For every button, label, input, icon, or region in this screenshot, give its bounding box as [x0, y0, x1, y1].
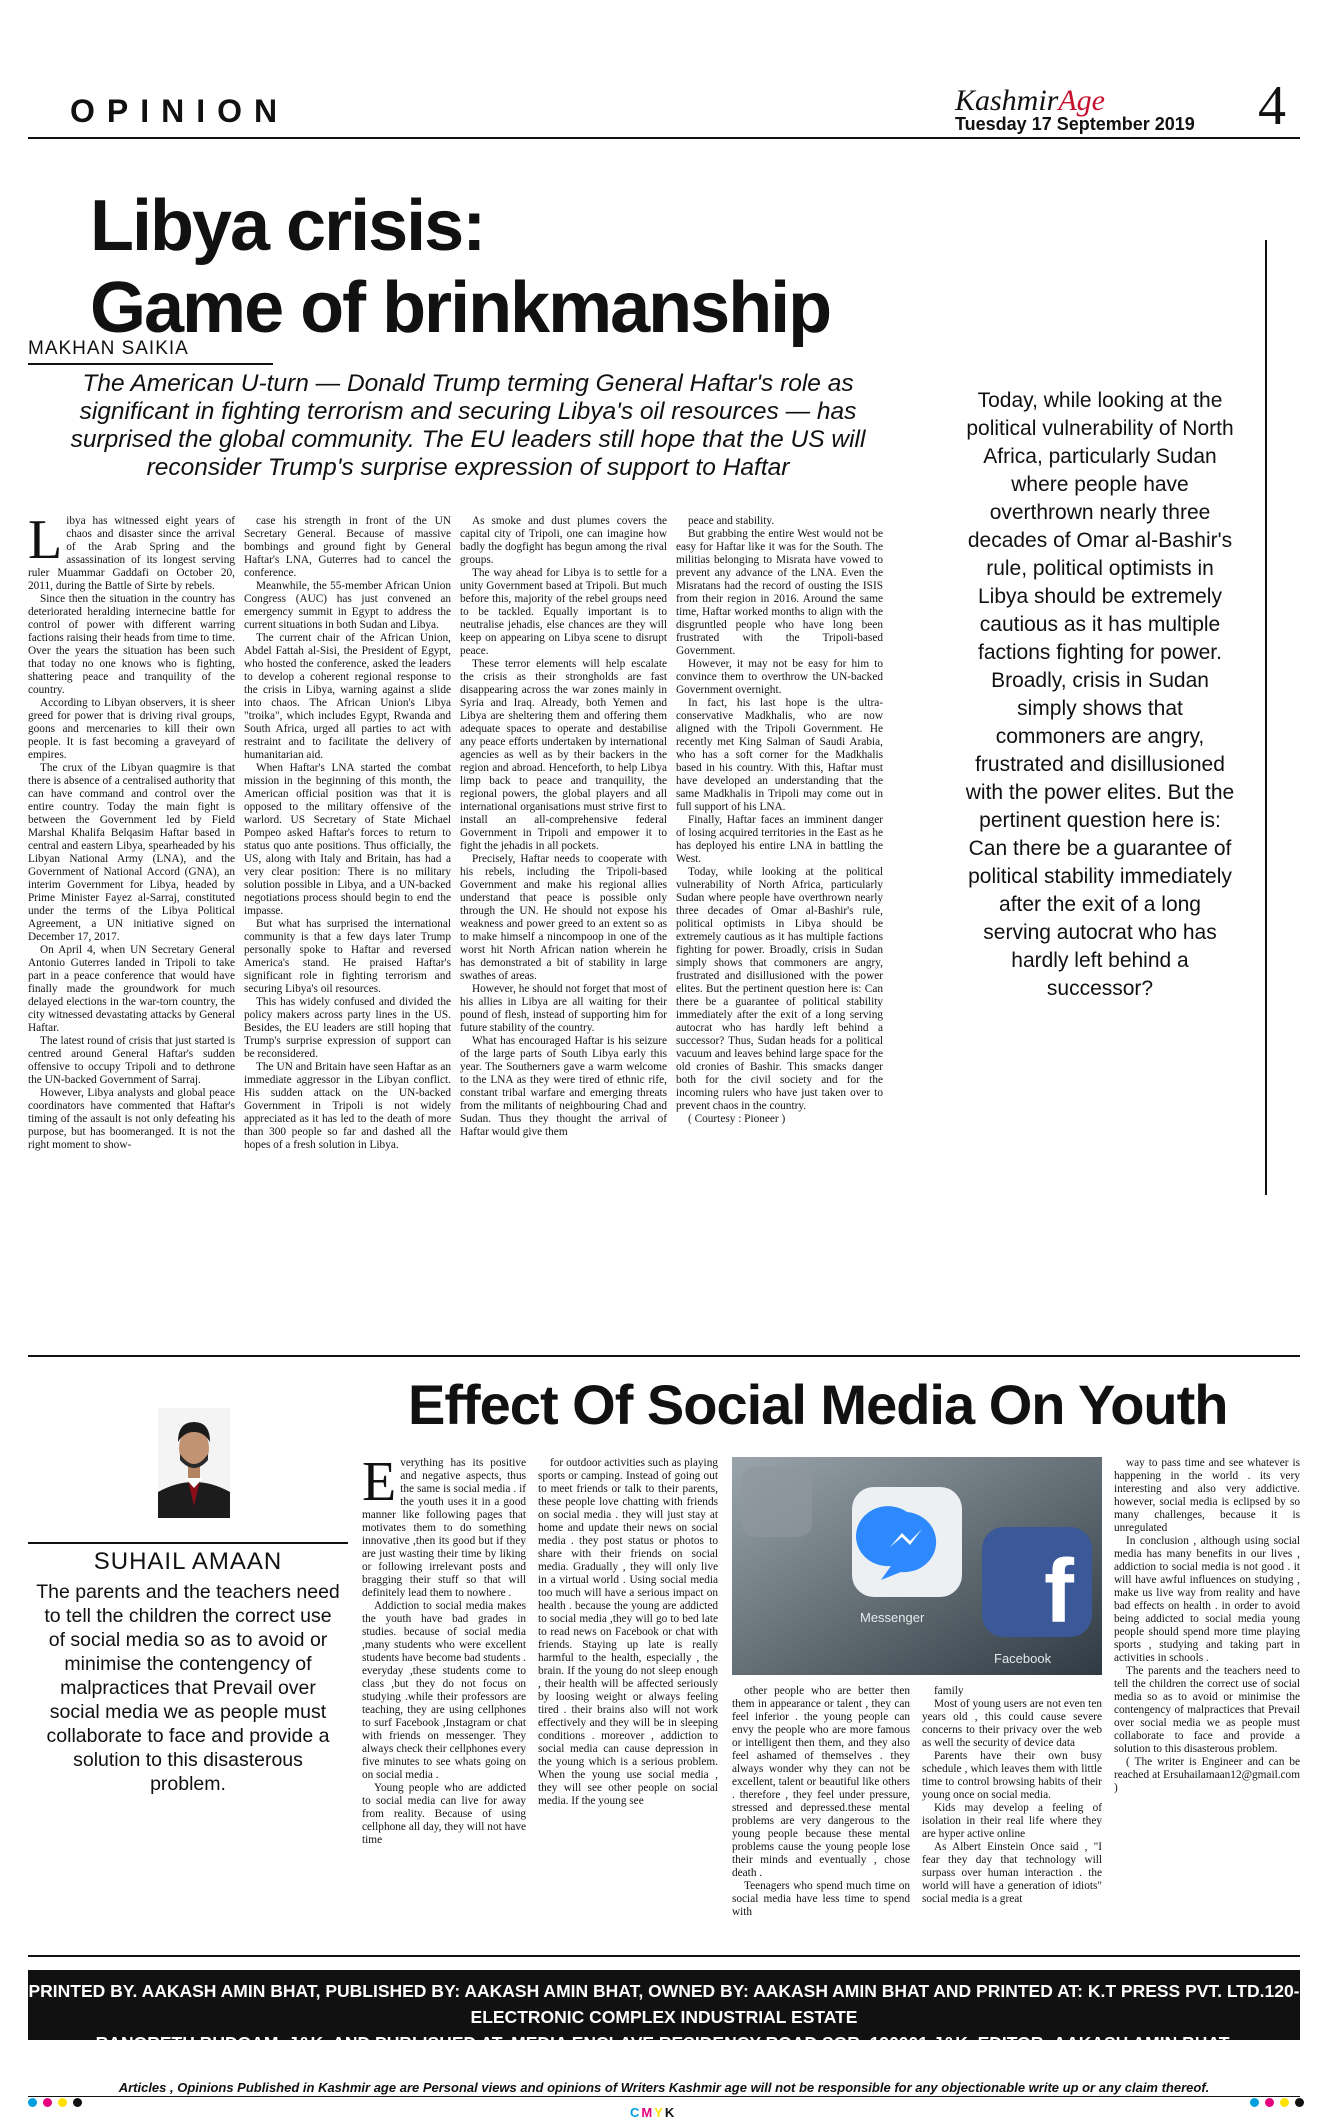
disclaimer: Articles , Opinions Published in Kashmir age are Personal views and opinions of Writers Kashmir age will not be responsible for any objectionable write up or any claim thereof.	[118, 2080, 1210, 2095]
brand-first: Kashmir	[955, 84, 1059, 117]
header-rule	[28, 137, 1300, 139]
body-paragraph: When Haftar's LNA started the combat mission in the beginning of this month, the American official position was that it is opposed to the military offensive of the warlord. US Secretary of State Michael Pompeo asked Haftar's forces to return to status quo ante positions. Thus officially, the US, along with Italy and Britain, has had a very clear position: There is no military solution possible in Libya, and a UN-backed negotiations process should begin to end the impasse.	[244, 762, 451, 917]
registration-dot	[43, 2098, 52, 2107]
registration-dot	[73, 2098, 82, 2107]
section-label: OPINION	[70, 93, 290, 129]
registration-dot	[28, 2098, 37, 2107]
article2-headline: Effect Of Social Media On Youth	[408, 1373, 1228, 1436]
article2-author: SUHAIL AMAAN	[93, 1548, 283, 1575]
body-paragraph: The UN and Britain have seen Haftar as an immediate aggressor in the Libyan conflict. His sudden attack on the UN-backed Government in Tripoli is not widely appreciated as it has led to the death of more than 300 people so far and dashed all the hopes of a fresh solution in Libya.	[244, 1061, 451, 1151]
body-paragraph: But what has surprised the international community is that a few days later Trump personally spoke to Haftar and reversed America's stand. He praised Haftar's significant role in fighting terrorism and securing Libya's oil resources.	[244, 918, 451, 995]
article1-dropcap: L	[28, 515, 63, 571]
body-paragraph: But grabbing the entire West would not be easy for Haftar like it was for the South. The militias belonging to Misrata have vowed to prevent any advance of the LNA. Even the Misratans had the record of ousting the ISIS from their region in 2016. Around the same time, Haftar worked months to align with the disgruntled people who have long been frustrated with the Tripoli-based Government.	[676, 528, 883, 657]
author-avatar	[158, 1408, 230, 1518]
author-rule	[28, 1542, 348, 1544]
body-paragraph: Today, while looking at the political vulnerability of North Africa, particularly Sudan where people have overthrown nearly three decades of Omar al-Bashir's rule, political optimists in Libya should be extremely cautious as it has multiple factions fighting for power. Broadly, crisis in Sudan simply shows that commoners are angry, frustrated and disillusioned with the power elites. But the pertinent question here is: Can there be a guarantee of political stability immediately after the exit of a long serving autocrat who has hardly left behind a successor? Thus, Sudan heads for a political vacuum and leaves behind large space for the old cronies of Bashir. This smacks danger both for the civil society and for the incoming rulers who have just taken over to prevent chaos in the country.	[676, 866, 883, 1112]
registration-dot	[1280, 2098, 1289, 2107]
article1-byline: MAKHAN SAIKIA	[28, 338, 273, 365]
article1-headline	[90, 185, 910, 349]
body-paragraph: In conclusion , although using social media has many benefits in our lives , addiction to social media is not good . it will have awful influences on studying , make us live way from reality and have bad effects on health . in order to avoid being addicted to social media young people should spend more time playing sports , studying and taking part in activities in schools .	[1114, 1535, 1300, 1664]
body-paragraph: As Albert Einstein Once said , "I fear they day that technology will surpass over human interaction . the world will have a generation of idiots" social media is a great	[922, 1841, 1102, 1905]
article1-column-1	[28, 515, 235, 1375]
article2-pullquote: The parents and the teachers need to tell the children the correct use of social media so as to avoid or minimise the contengency of malpractices that Prevail over social media we as people must collaborate to face and provide a solution to this disasterous problem.	[36, 1581, 340, 1795]
body-paragraph: Finally, Haftar faces an imminent danger of losing acquired territories in the East as he has deployed his entire LNA in battling the West.	[676, 814, 883, 865]
footer-rule	[28, 1955, 1300, 1957]
article2-column-3	[732, 1685, 910, 1947]
body-paragraph: On April 4, when UN Secretary General Antonio Guterres landed in Tripoli to take part in a peace conference that would have finally made the groundwork for much delayed elections in the war-torn country, the city witnessed devastating attacks by General Haftar.	[28, 944, 235, 1034]
headline-line-2: Game of brinkmanship	[90, 268, 831, 348]
body-paragraph: Parents have their own busy schedule , which leaves them with little time to control browsing habits of their young once on social media.	[922, 1750, 1102, 1801]
article2-column-2	[538, 1457, 718, 1947]
article1-column-4	[676, 515, 883, 1375]
body-paragraph: way to pass time and see whatever is happening in the world . its very interesting and also very addictive. however, social media is eclipsed by so many challenges, because it is unregulated	[1114, 1457, 1300, 1534]
article1-column-2	[244, 515, 451, 1375]
pullquote-rule	[1265, 240, 1267, 1195]
body-paragraph: ( Courtesy : Pioneer )	[688, 1113, 786, 1125]
body-paragraph: ibya has witnessed eight years of chaos and disaster since the arrival of the Arab Spring and the assassination of its longest serving ruler Muammar Gaddafi on October 20, 2011, during the Battle of Sirte by rebels.	[28, 515, 235, 592]
body-paragraph: Young people who are addicted to social media can live for away from reality. Because of using cellphone all day, they will not have time	[362, 1782, 526, 1846]
body-paragraph: What has encouraged Haftar is his seizure of the large parts of South Libya early this year. The Southerners gave a warm welcome to the LNA as they were tired of ethnic rife, constant tribal warfare and emerging threats from the militants of neighbouring Chad and Sudan. Thus they thought the arrival of Haftar would give them	[460, 1035, 667, 1138]
body-paragraph: These terror elements will help escalate the crisis as their strongholds are fast disappearing across the war zones mainly in Syria and Iraq. Already, both Yemen and Libya are sheltering them and offering them adequate spaces to operate and destabilise any peace efforts undertaken by international agencies as well as by their backers in the region and abroad. Henceforth, to help Libya limp back to peace and tranquility, the regional powers, the global players and all international organisations must strive first to install an all-comprehensive federal Government in Tripoli and empower it to fight the jehadis in all pockets.	[460, 658, 667, 852]
bottom-rule	[28, 2096, 1300, 2097]
body-paragraph: ( The writer is Engineer and can be reached at Ersuhailamaan12@gmail.com )	[1114, 1756, 1300, 1794]
body-paragraph: According to Libyan observers, it is sheer greed for power that is driving rival groups, goons and mercenaries to kill their own people. It is fast becoming a graveyard of empires.	[28, 697, 235, 761]
svg-text:f: f	[1044, 1542, 1074, 1642]
photo-label-facebook: Facebook	[994, 1651, 1052, 1666]
body-paragraph: However, Libya analysts and global peace coordinators have commented that Haftar's timing of the assault is not only defeating his purpose, but has boomeranged. It is not the right moment to show-	[28, 1087, 235, 1151]
body-paragraph: Since then the situation in the country has deteriorated heralding internecine battle for control of power with different warring factions raising their heads from time to time. Over the years the situation has been such that today no one knows who is fighting, shattering peace and tranquility of the country.	[28, 593, 235, 696]
photo-label-messenger: Messenger	[860, 1610, 925, 1625]
article2-column-1	[362, 1457, 526, 1947]
body-paragraph: This has widely confused and divided the policy makers across party lines in the US. Besides, the EU leaders are still hoping that Trump's surprise expression of support can be reconsidered.	[244, 996, 451, 1060]
body-paragraph: family	[934, 1685, 964, 1697]
page-number: 4	[1258, 75, 1286, 137]
body-paragraph: for outdoor activities such as playing sports or camping. Instead of going out to meet friends or talk to their parents, these people love chatting with friends on social media . they will just stay at home and update their news on social media . they post status or photos to share with their friends on social media. Gradually , they will only live in a virtual world . Using social media too much will have a serious impact on health . because the young are addicted to social media ,they will go to bed late to read news on Facebook or chat with friends. Staying up late is really harmful to the health, especially , the brain. If the young do not sleep enough , their health will be affected seriously by loosing weight or always feeling tired . their brains also will not work effectively and they will be in sleeping conditions . moreover , addiction to social media can cause depression in the young which is a serious problem. When the young use social media , they will see other people on social media. If the young see	[538, 1457, 718, 1807]
article1-pullquote: Today, while looking at the political vulnerability of North Africa, particularly Sudan where people have overthrown nearly three decades of Omar al-Bashir's rule, political optimists in Libya should be extremely cautious as it has multiple factions fighting for power. Broadly, crisis in Sudan simply shows that commoners are angry, frustrated and disillusioned with the power elites. But the pertinent question here is: Can there be a guarantee of political stability immediately after the exit of a long serving autocrat who has hardly left behind a successor?	[965, 389, 1235, 1000]
article2-column-4	[922, 1685, 1102, 1947]
registration-dots-right	[1250, 2098, 1304, 2107]
article1-standfirst: The American U-turn — Donald Trump terming General Haftar's role as significant in fighting terrorism and securing Libya's oil resources — has surprised the global community. The EU leaders still hope that the US will reconsider Trump's surprise expression of support to Haftar	[70, 370, 866, 481]
registration-dots-left	[28, 2098, 82, 2107]
body-paragraph: The crux of the Libyan quagmire is that there is absence of a centralised authority that can have command and control over the entire country. Today the main fight is between the Government led by Field Marshal Khalifa Belqasim Haftar based in central and eastern Libya, spearheaded by his Libyan National Army (LNA), and the Government of National Accord (GNA), an interim Government for Libya, headed by Prime Minister Fayez al-Sarraj, constituted under the terms of the Libya Political Agreement, a UN initiative signed on December 17, 2017.	[28, 762, 235, 943]
headline-line-1: Libya crisis:	[90, 186, 485, 266]
registration-dot	[58, 2098, 67, 2107]
dateline: Tuesday 17 September 2019	[955, 114, 1195, 134]
imprint-line-1: PRINTED BY. AAKASH AMIN BHAT, PUBLISHED BY: AAKASH AMIN BHAT, OWNED BY: AAKASH AMIN BHAT AND PRINTED AT: K.T PRESS PVT. LTD.120- ELECTRONIC COMPLEX INDUSTRIAL ESTATE	[28, 1981, 1300, 2027]
body-paragraph: However, it may not be easy for him to convince them to overthrow the UN-backed Government overnight.	[676, 658, 883, 696]
body-paragraph: The current chair of the African Union, Abdel Fattah al-Sisi, the President of Egypt, who hosted the conference, asked the leaders to develop a coherent regional response to the crisis in Libya, warning against a slide into chaos. The African Union's Libya "troika", which includes Egypt, Rwanda and South Africa, urged all parties to act with restraint and to facilitate the delivery of humanitarian aid.	[244, 632, 451, 761]
social-media-photo	[732, 1457, 1102, 1675]
imprint-line-2: RANGRETH BUDGAM, J&K. AND PUBLISHED AT: MEDIA ENCLAVE RESIDENCY ROAD SGR. 190001 J&K. EDITOR: AAKASH AMIN BHAT, JKENG/2006/23952	[95, 2033, 1233, 2079]
body-paragraph: peace and stability.	[688, 515, 775, 527]
body-paragraph: However, he should not forget that most of his allies in Libya are all waiting for their pound of flesh, instead of supporting him for future stability of the country.	[460, 983, 667, 1034]
body-paragraph: The parents and the teachers need to tell the children the correct use of social media so as to avoid or minimise the contengency of malpractices that Prevail over social media we as people must collaborate to face and provide a solution to this disasterous problem.	[1114, 1665, 1300, 1755]
article2-column-5	[1114, 1457, 1300, 1947]
body-paragraph: The way ahead for Libya is to settle for a unity Government based at Tripoli. But much before this, majority of the rebel groups need to be tackled. Equally important is to neutralise jehadis, else chances are they will keep on appearing on Libya scene to disrupt peace.	[460, 567, 667, 657]
article1-column-3	[460, 515, 667, 1375]
registration-dot	[1250, 2098, 1259, 2107]
body-paragraph: Most of young users are not even ten years old , this could cause severe concerns to their privacy over the web as well the security of device data	[922, 1698, 1102, 1749]
body-paragraph: Teenagers who spend much time on social media have less time to spend with	[732, 1880, 910, 1918]
body-paragraph: Addiction to social media makes the youth have bad grades in studies. because of social media ,many students who were excellent students have become bad students . everyday ,these students come to class ,but they do not focus on studying .while their professors are teaching, they are using cellphones to surf Facebook ,Instagram or chat with friends on messenger. They always check their cellphones every five minutes to see whats going on on social media .	[362, 1600, 526, 1781]
body-paragraph: Kids may develop a feeling of isolation in their real life where they are hyper active online	[922, 1802, 1102, 1840]
body-paragraph: verything has its positive and negative aspects, thus the same is social media . if the youth uses it in a good manner like following pages that motivates them to do something innovative ,then its good but if they are just wasting their time by liking or following irrelevant posts and bragging their stuff so that will definitely lead them to nowhere .	[362, 1457, 526, 1599]
article2-dropcap: E	[362, 1457, 397, 1513]
print-line-box	[28, 1970, 1300, 2079]
body-paragraph: Meanwhile, the 55-member African Union Congress (AUC) has just convened an emergency summit in Egypt to address the current situations in both Sudan and Libya.	[244, 580, 451, 631]
brand-second: Age	[1058, 84, 1105, 117]
article-divider	[28, 1355, 1300, 1357]
body-paragraph: The latest round of crisis that just started is centred around General Haftar's sudden offensive to occupy Tripoli and to dethrone the UN-backed Government of Sarraj.	[28, 1035, 235, 1086]
cmyk-mark: CMYK	[630, 2105, 677, 2120]
body-paragraph: Precisely, Haftar needs to cooperate with his rebels, including the Tripoli-based Government and make his regional allies understand that peace is possible only through the UN. He should not expose his weakness and power greed to an extent so as to make himself a nincompoop in one of the worst hit North African nation wherein he has demonstrated a bit of stability in large swathes of areas.	[460, 853, 667, 982]
body-paragraph: As smoke and dust plumes covers the capital city of Tripoli, one can imagine how badly the dogfight has begun among the rival groups.	[460, 515, 667, 566]
body-paragraph: case his strength in front of the UN Secretary General. Because of massive bombings and ground fight by General Haftar's LNA, Guterres had to cancel the conference.	[244, 515, 451, 579]
body-paragraph: other people who are better then them in appearance or talent , they can feel inferior . the young people can envy the people who are more famous or intelligent then them, and they also feel ashamed of themselves . they always wonder why they can not be excellent, talent or beautiful like others . therefore , they feel under pressure, stressed and depressed.these mental problems are very dangerous to the young people because these mental problems cause the young people lose their minds and eventually , chose death .	[732, 1685, 910, 1879]
body-paragraph: In fact, his last hope is the ultra-conservative Madkhalis, who are now aligned with the Tripoli Government. He recently met King Salman of Saudi Arabia, who has a soft corner for the Madkhalis based in his country. With this, Haftar must have developed an understanding that the same Madkhalis in Tripoli may come out in full support of his LNA.	[676, 697, 883, 813]
registration-dot	[1265, 2098, 1274, 2107]
masthead-logo	[955, 84, 1105, 118]
registration-dot	[1295, 2098, 1304, 2107]
